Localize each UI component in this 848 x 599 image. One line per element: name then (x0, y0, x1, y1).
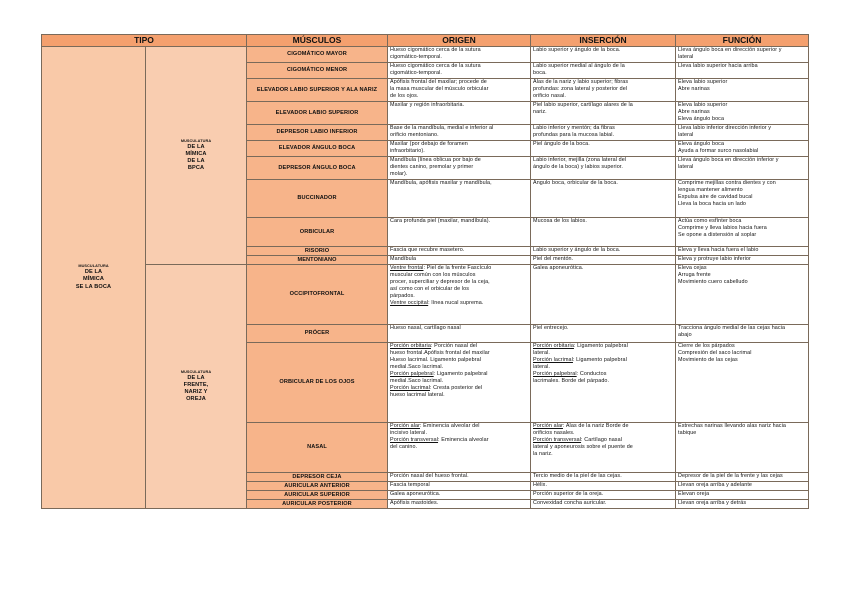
insercion-cell: Porción alar: Alas de la nariz Borde de orificios nasales. Porción transversal: Cartílago nasal lateral y aponeurosis sobre el puente de la nariz. (531, 423, 676, 473)
origen-cell: Mandíbula (388, 256, 531, 265)
header-musculos: MÚSCULOS (247, 35, 388, 47)
insercion-cell: Tercio medio de la piel de las cejas. (531, 473, 676, 482)
funcion-cell: Eleva y protruye labio inferior (676, 256, 809, 265)
group-boca-l4: DE LA (187, 158, 205, 164)
insercion-cell: Convexidad concha auricular. (531, 500, 676, 509)
muscle-name: DEPRESOR CEJA (247, 473, 388, 482)
muscle-table (41, 34, 809, 509)
group-boca-l2: DE LA (187, 144, 205, 150)
muscle-name: CIGOMÁTICO MAYOR (247, 47, 388, 63)
insercion-cell: Hélix. (531, 482, 676, 491)
muscle-name: ORBICULAR DE LOS OJOS (247, 343, 388, 423)
muscle-name: ELEVADOR ÁNGULO BOCA (247, 141, 388, 157)
origen-cell: Base de la mandíbula, medial e inferior al orificio mentoniano. (388, 125, 531, 141)
origen-cell: Apófisis frontal del maxilar; procede de la masa muscular del músculo orbicular de los ojos. (388, 79, 531, 102)
funcion-cell: Lleva labio superior hacia arriba (676, 63, 809, 79)
origen-cell: Hueso cigomático cerca de la sutura cigomático-temporal. (388, 47, 531, 63)
insercion-cell: Piel entrecejo. (531, 325, 676, 343)
origen-cell: Fascia temporal (388, 482, 531, 491)
funcion-cell: Eleva ángulo boca Ayuda a formar surco nasolabial (676, 141, 809, 157)
insercion-cell: Porción orbitaria: Ligamento palpebral lateral. Porción lacrimal: Ligamento palpebral lateral. Porción palpebral: Conductos lacrimales. Borde del párpado. (531, 343, 676, 423)
group-frente-l3: FRENTE, (183, 382, 209, 388)
funcion-cell: Llevan oreja arriba y adelante (676, 482, 809, 491)
origen-cell: Mandíbula, apófisis maxilar y mandíbula, (388, 180, 531, 218)
funcion-cell: Eleva y lleva hacia fuera el labio (676, 247, 809, 256)
funcion-cell: Estrechas narinas llevando alas nariz hacia tabique (676, 423, 809, 473)
origen-cell: Apófisis mastoides. (388, 500, 531, 509)
header-row (42, 35, 809, 47)
muscle-name: PRÓCER (247, 325, 388, 343)
insercion-cell: Porción superior de la oreja. (531, 491, 676, 500)
origen-cell: Porción nasal del hueso frontal. (388, 473, 531, 482)
muscle-name: MENTONIANO (247, 256, 388, 265)
table-row (42, 47, 809, 63)
muscle-name: OCCIPITOFRONTAL (247, 265, 388, 325)
funcion-cell: Tracciona ángulo medial de las cejas hacia abajo (676, 325, 809, 343)
muscle-name: DEPRESOR ÁNGULO BOCA (247, 157, 388, 180)
funcion-cell: Comprime mejillas contra dientes y con lengua mantener alimento Expulsa aire de cavidad bucal Lleva la boca hacia un lado (676, 180, 809, 218)
origen-cell: Porción orbitaria: Porción nasal del hueso frontal.Apófisis frontal del maxilar Hueso lacrimal. Ligamento palpebral medial.Saco lacrimal. Porción palpebral: Ligamento palpebral medial.Saco lacrimal. Porción lacrimal: Cresta posterior del hueso lacrimal lateral. (388, 343, 531, 423)
group-boca-l5: BPCA (187, 165, 205, 171)
group-frente-l5: OREJA (186, 396, 206, 402)
insercion-cell: Labio superior y ángulo de la boca. (531, 247, 676, 256)
funcion-cell: Actúa como esfínter boca Comprime y lleva labios hacia fuera Se opone a distensión al soplar (676, 218, 809, 247)
insercion-cell: Labio inferior y mentón; da fibras profundas para la mucosa labial. (531, 125, 676, 141)
funcion-cell: Lleva ángulo boca en dirección superior y lateral (676, 47, 809, 63)
origen-cell: Maxilar y región infraorbitaria. (388, 102, 531, 125)
muscle-name: RISORIO (247, 247, 388, 256)
funcion-cell: Lleva labio inferior dirección inferior y lateral (676, 125, 809, 141)
funcion-cell: Cierre de los párpados Compresión del saco lacrimal Movimiento de las cejas (676, 343, 809, 423)
origen-cell: Hueso cigomático cerca de la sutura cigomático-temporal. (388, 63, 531, 79)
muscle-name: AURICULAR ANTERIOR (247, 482, 388, 491)
group-main-l2: DE LA (84, 268, 103, 275)
muscle-name: ELEVADOR LABIO SUPERIOR Y ALA NARIZ (247, 79, 388, 102)
insercion-cell: Labio inferior, mejilla (zona lateral del ángulo de la boca) y labios superior. (531, 157, 676, 180)
muscle-name: AURICULAR POSTERIOR (247, 500, 388, 509)
funcion-cell: Llevan oreja arriba y detrás (676, 500, 809, 509)
header-insercion: INSERCIÓN (531, 35, 676, 47)
funcion-cell: Depresor de la piel de la frente y las cejas (676, 473, 809, 482)
muscle-name: AURICULAR SUPERIOR (247, 491, 388, 500)
origen-cell: Cara profunda piel (maxilar, mandíbula). (388, 218, 531, 247)
group-boca-l3: MÍMICA (185, 151, 207, 157)
funcion-cell: Eleva cejas Arruga frente Movimiento cuero cabelludo (676, 265, 809, 325)
insercion-cell: Alas de la nariz y labio superior; fibras profundas: zona lateral y posterior del orificio nasal. (531, 79, 676, 102)
table-row (42, 265, 809, 325)
origen-cell: Galea aponeurótica. (388, 491, 531, 500)
insercion-cell: Piel labio superior, cartílago alares de la nariz. (531, 102, 676, 125)
muscle-name: ELEVADOR LABIO SUPERIOR (247, 102, 388, 125)
origen-cell: Maxilar (por debajo de foramen infraorbitario). (388, 141, 531, 157)
group-main-l1: MUSCULATURA (78, 263, 109, 268)
funcion-cell: Eleva labio superior Abre narinas (676, 79, 809, 102)
origen-cell: Porción alar: Eminencia alveolar del incisivo lateral. Porción transversal: Eminencia alveolar del canino. (388, 423, 531, 473)
header-origen: ORIGEN (388, 35, 531, 47)
origen-cell: Ventre frontal: Piel de la frente Fascículo muscular común con los músculos procer, superciliar y depresor de la ceja, así como con el orbicular de los párpados. Ventre occipital: línea nucal suprema. (388, 265, 531, 325)
funcion-cell: Elevan oreja (676, 491, 809, 500)
muscle-name: NASAL (247, 423, 388, 473)
insercion-cell: Labio superior y ángulo de la boca. (531, 47, 676, 63)
origen-cell: Fascia que recubre masetero. (388, 247, 531, 256)
group-main-l3: MÍMICA (82, 276, 105, 283)
group-frente (146, 265, 247, 509)
group-frente-l4: NARIZ Y (184, 389, 208, 395)
muscle-name: BUCCINADOR (247, 180, 388, 218)
insercion-cell: Piel ángulo de la boca. (531, 141, 676, 157)
insercion-cell: Piel del mentón. (531, 256, 676, 265)
funcion-cell: Eleva labio superior Abre narinas Eleva ángulo boca (676, 102, 809, 125)
insercion-cell: Labio superior medial al ángulo de la boca. (531, 63, 676, 79)
group-main-l4: SE LA BOCA (75, 283, 112, 290)
muscle-name: DEPRESOR LABIO INFERIOR (247, 125, 388, 141)
group-main (42, 47, 146, 509)
origen-cell: Mandíbula (línea oblicua por bajo de dientes canino, premolar y primer molar). (388, 157, 531, 180)
insercion-cell: Ángulo boca, orbicular de la boca. (531, 180, 676, 218)
header-tipo: TIPO (42, 35, 247, 47)
insercion-cell: Mucosa de los labios. (531, 218, 676, 247)
muscle-name: CIGOMÁTICO MENOR (247, 63, 388, 79)
group-frente-l2: DE LA (187, 375, 205, 381)
muscle-name: ORBICULAR (247, 218, 388, 247)
group-boca (146, 47, 247, 265)
group-boca-l1: MUSCULATURA (180, 139, 212, 143)
funcion-cell: Lleva ángulo boca en dirección inferior y lateral (676, 157, 809, 180)
origen-cell: Hueso nasal, cartílago nasal (388, 325, 531, 343)
group-frente-l1: MUSCULATURA (180, 370, 212, 374)
header-funcion: FUNCIÓN (676, 35, 809, 47)
insercion-cell: Galea aponeurótica. (531, 265, 676, 325)
